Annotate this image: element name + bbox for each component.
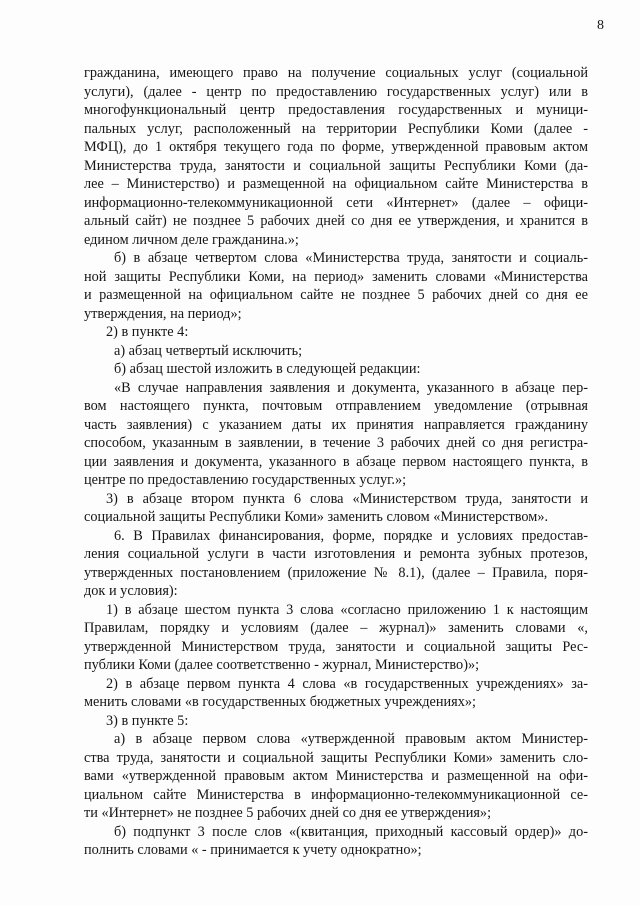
text-line: гражданина, имеющего право на получение социальных услуг (социальной	[84, 65, 588, 81]
text-line: и размещенной на официальном сайте не позднее 5 рабочих дней со дня ее	[84, 287, 588, 303]
text-line: 6. В Правилах финансирования, форме, порядке и условиях предостав-	[114, 527, 588, 544]
text-line: 3) в абзаце втором пункта 6 слова «Министерством труда, занятости и	[106, 490, 588, 507]
text-line: социальной защиты Республики Коми» заменить словом «Министерством».	[84, 509, 549, 525]
text-line: ства труда, занятости и социальной защиты Республики Коми» заменить сло-	[84, 749, 588, 766]
text-line: 2) в пункте 4:	[106, 324, 189, 340]
text-line: а) абзац четвертый исключить;	[114, 342, 303, 359]
document-body	[84, 64, 588, 860]
text-line: Правилам, порядку и условиям (далее – журнал)» заменить словами «,	[84, 620, 588, 636]
text-line: б) в абзаце четвертом слова «Министерства труда, занятости и социаль-	[114, 250, 588, 266]
text-line: утвержденных постановлением (приложение № 8.1), (далее – Правила, поря-	[84, 564, 588, 581]
text-line: утверждения, на период»;	[84, 305, 242, 322]
text-line: вом настоящего пункта, почтовым отправлением уведомление (отрывная	[84, 398, 588, 414]
text-line: ления социальной услуги в части изготовления и ремонта зубных протезов,	[84, 546, 588, 562]
text-line: утвержденной Министерством труда, занятости и социальной защиты Рес-	[84, 638, 588, 655]
text-line: циальном сайте Министерства в информационно-телекоммуникационной се-	[84, 786, 588, 803]
text-line: 3) в пункте 5:	[106, 712, 189, 729]
text-line: полнить словами « - принимается к учету однократно»;	[84, 842, 422, 858]
text-line: вами «утвержденной правовым актом Министерства и размещенной на офи-	[84, 768, 588, 784]
text-line: б) абзац шестой изложить в следующей редакции:	[114, 361, 421, 377]
text-line: способом, указанным в заявлении, в течение 3 рабочих дней со дня регистра-	[84, 435, 588, 451]
text-line: центре по предоставлению государственных услуг.»;	[84, 472, 407, 488]
text-line: МФЦ), до 1 октября текущего года по форме, утвержденной правовым актом	[84, 139, 588, 155]
page-number: 8	[597, 18, 604, 33]
text-line: б) подпункт 3 после слов «(квитанция, приходный кассовый ордер)» до-	[114, 823, 588, 840]
text-line: менить словами «в государственных бюджетных учреждениях»;	[84, 694, 476, 710]
text-line: «В случае направления заявления и документа, указанного в абзаце пер-	[114, 379, 588, 396]
text-line: услуги), (далее - центр по предоставлению государственных услуг) или в	[84, 83, 588, 100]
text-line: ной защиты Республики Коми, на период» заменить словами «Министерства	[84, 268, 588, 285]
text-line: а) в абзаце первом слова «утвержденной правовым актом Министер-	[114, 731, 588, 747]
text-line: ти «Интернет» не позднее 5 рабочих дней со дня ее утверждения»;	[84, 805, 492, 821]
text-line: 1) в абзаце шестом пункта 3 слова «согласно приложению 1 к настоящим	[106, 601, 588, 618]
text-line: ции заявления и документа, указанного в абзаце первом настоящего пункта, в	[84, 453, 588, 470]
text-line: часть заявления) с указанием даты их принятия направляется гражданину	[84, 416, 588, 433]
text-line: многофункциональный центр предоставления государственных и муници-	[84, 102, 588, 118]
text-line: пальных услуг, расположенный на территории Республики Коми (далее -	[84, 120, 588, 137]
text-line: Министерства труда, занятости и социальной защиты Республики Коми (да-	[84, 157, 588, 174]
text-line: информационно-телекоммуникационной сети «Интернет» (далее – офици-	[84, 194, 588, 211]
text-line: публики Коми (далее соответственно - журнал, Министерство)»;	[84, 657, 480, 673]
text-line: лее – Министерство) и размещенной на официальном сайте Министерства в	[84, 176, 588, 192]
text-line: 2) в абзаце первом пункта 4 слова «в государственных учреждениях» за-	[106, 675, 588, 692]
text-line: док и условия):	[84, 583, 178, 599]
text-line: альный сайт) не позднее 5 рабочих дней со дня ее утверждения, и хранится в	[84, 213, 588, 229]
text-line: едином личном деле гражданина.»;	[84, 231, 299, 248]
